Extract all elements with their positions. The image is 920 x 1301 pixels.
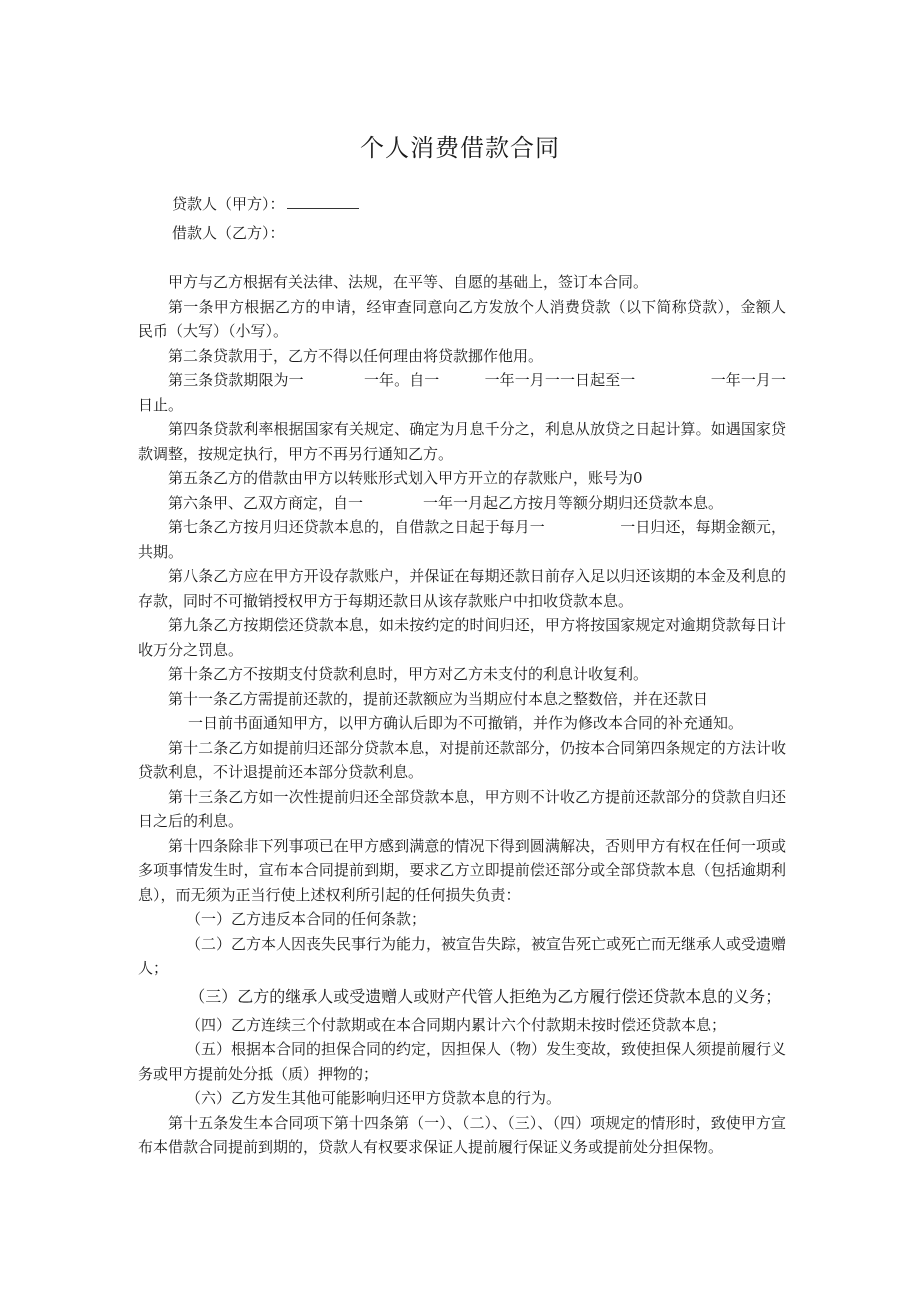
article-3: 第三条贷款期限为一 一年。自一 一年一月一一日起至一 一年一月一日止。 <box>138 371 786 414</box>
document-title: 个人消费借款合同 <box>360 134 560 162</box>
article-14: 第十四条除非下列事项已在甲方感到满意的情况下得到圆满解决，否则甲方有权在任何一项或多项事情发生时，宣布本合同提前到期，要求乙方立即提前偿还部分或全部贷款本息（包括逾期利息），而无须为正当行使上述权利所引起的任何损失负责： <box>138 836 786 904</box>
article-11: 第十一条乙方需提前还款的，提前还款额应为当期应付本息之整数倍，并在还款日 <box>168 689 709 708</box>
article-14-item-1: （一）乙方违反本合同的任何条款； <box>186 910 427 928</box>
lender-label: 贷款人（甲方）： <box>172 195 285 213</box>
article-11-continued: 一日前书面通知甲方，以甲方确认后即为不可撤销，并作为修改本合同的补充通知。 <box>188 714 744 732</box>
article-6: 第六条甲、乙双方商定，自一 一年一月起乙方按月等额分期归还贷款本息。 <box>168 493 724 512</box>
article-2: 第二条贷款用于，乙方不得以任何理由将贷款挪作他用。 <box>168 346 544 365</box>
article-9: 第九条乙方按期偿还贷款本息，如未按约定的时间归还，甲方将按国家规定对逾期贷款每日计收万分之罚息。 <box>138 616 786 659</box>
article-13: 第十三条乙方如一次性提前归还全部贷款本息，甲方则不计收乙方提前还款部分的贷款自归还日之后的利息。 <box>138 787 786 830</box>
article-14-item-3: （三）乙方的继承人或受遗赠人或财产代管人拒绝为乙方履行偿还贷款本息的义务； <box>189 986 782 1006</box>
lender-line <box>172 193 359 214</box>
borrower-line <box>172 222 285 243</box>
borrower-label: 借款人（乙方）： <box>172 224 285 242</box>
article-1: 第一条甲方根据乙方的申请，经审查同意向乙方发放个人消费贷款（以下简称贷款），金额人民币（大写）（小写）。 <box>138 297 786 340</box>
article-5: 第五条乙方的借款由甲方以转账形式划入甲方开立的存款账户，账号为0 <box>168 469 643 487</box>
article-8: 第八条乙方应在甲方开设存款账户，并保证在每期还款日前存入足以归还该期的本金及利息的存款，同时不可撤销授权甲方于每期还款日从该存款账户中扣收贷款本息。 <box>138 567 786 610</box>
article-12: 第十二条乙方如提前归还部分贷款本息，对提前还款部分，仍按本合同第四条规定的方法计收贷款利息，不计退提前还本部分贷款利息。 <box>138 738 786 781</box>
article-14-item-2: （二）乙方本人因丧失民事行为能力，被宣告失踪，被宣告死亡或死亡而无继承人或受遗赠人； <box>138 934 787 977</box>
article-4: 第四条贷款利率根据国家有关规定、确定为月息千分之，利息从放贷之日起计算。如遇国家贷款调整，按规定执行，甲方不再另行通知乙方。 <box>138 420 786 463</box>
contract-body <box>138 270 786 1160</box>
article-10: 第十条乙方不按期支付贷款利息时，甲方对乙方未支付的利息计收复利。 <box>168 665 649 683</box>
article-7: 第七条乙方按月归还贷款本息的，自借款之日起于每月一 一日归还，每期金额元，共期。 <box>138 518 786 561</box>
intro-paragraph: 甲方与乙方根据有关法律、法规，在平等、自愿的基础上，签订本合同。 <box>168 273 649 291</box>
article-14-item-6: （六）乙方发生其他可能影响归还甲方贷款本息的行为。 <box>186 1089 562 1107</box>
article-15: 第十五条发生本合同项下第十四条第（一）、（二）、（三）、（四）项规定的情形时，致使甲方宣布本借款合同提前到期的，贷款人有权要求保证人提前履行保证义务或提前处分担保物。 <box>138 1113 786 1156</box>
article-14-item-4: （四）乙方连续三个付款期或在本合同期内累计六个付款期未按时偿还贷款本息； <box>186 1015 727 1034</box>
lender-blank <box>287 207 359 209</box>
article-14-item-5: （五）根据本合同的担保合同的约定，因担保人（物）发生变故，致使担保人须提前履行义务或甲方提前处分抵（质）押物的； <box>138 1040 787 1083</box>
